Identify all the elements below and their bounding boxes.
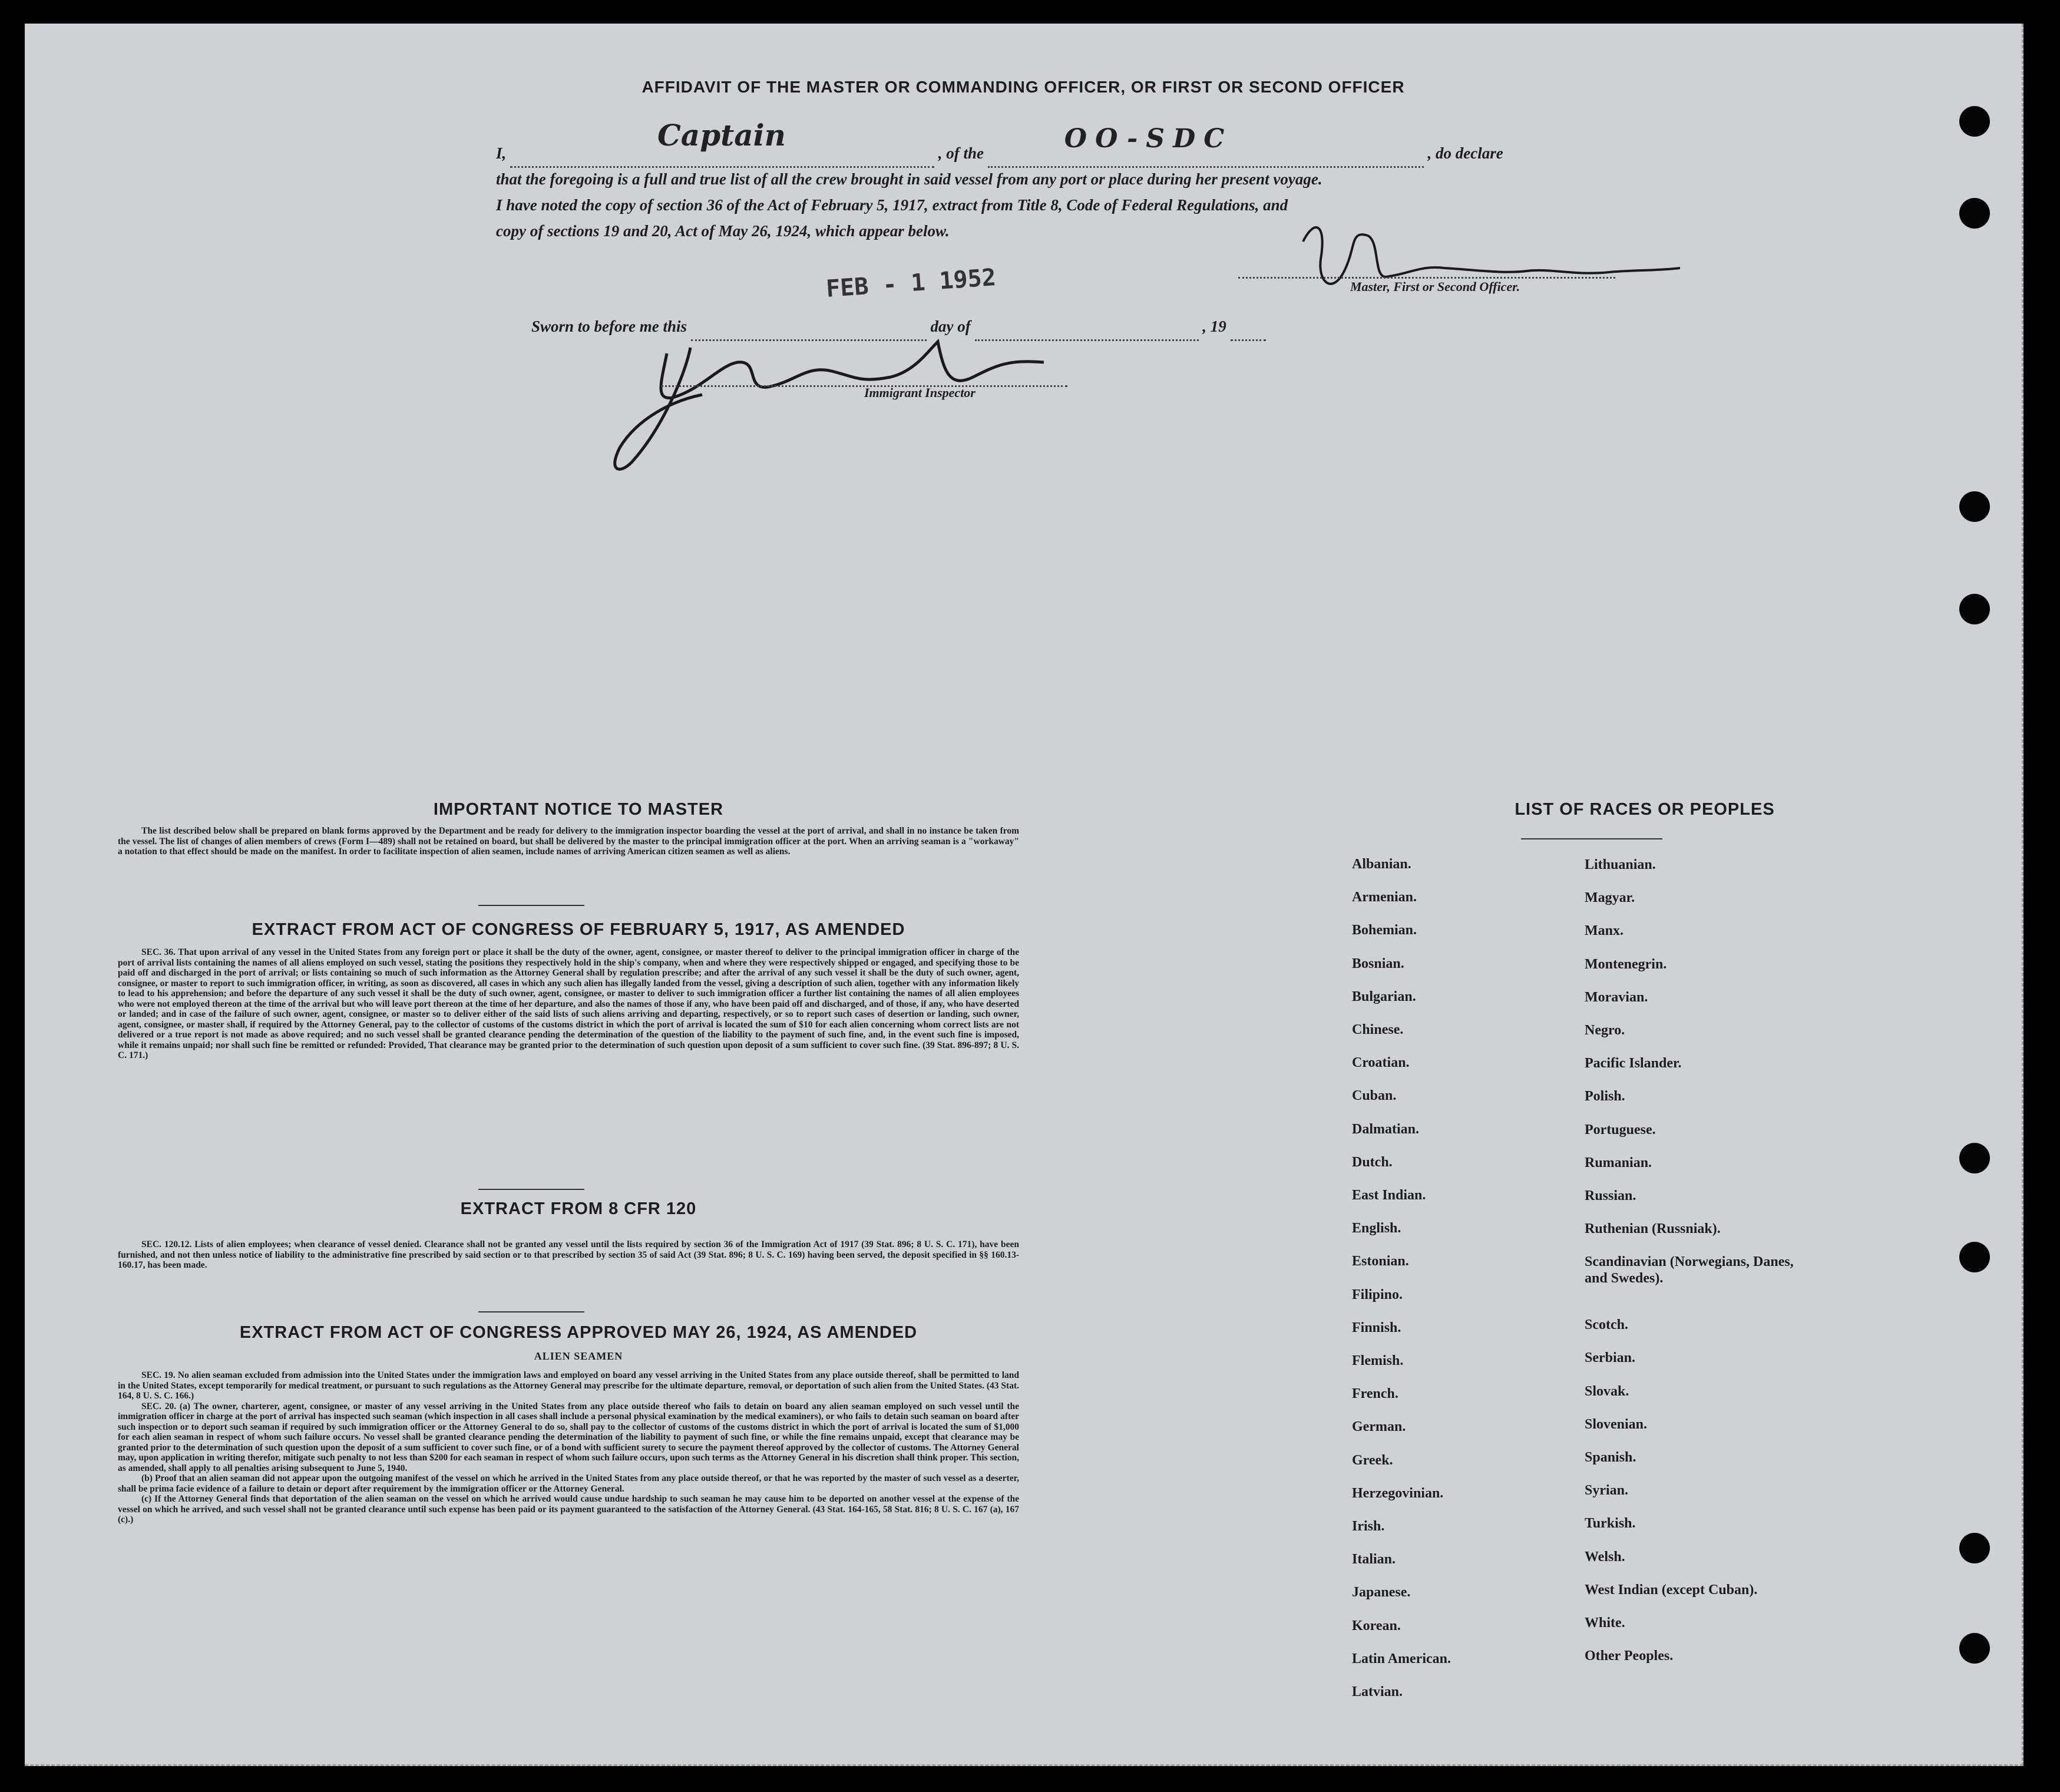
punch-hole [1959, 594, 1990, 624]
race-item: Italian. [1352, 1552, 1396, 1568]
punch-hole [1959, 1242, 1990, 1272]
cfr-body: SEC. 120.12. Lists of alien employees; when clearance of vessel denied. Clearance shall not be granted any vessel until the lists required by section 36 of the Immigration Act of 1917 (39 Stat. 896; 8 U. S. C. 171), have been furnished, and not then unless notice of liability to the administrative fine prescribed by said section or to that prescribed by section 35 of said Act (39 Stat. 896; 8 U. S. C. 169) having been served, the deposit specified in §§ 160.13-160.17, has been made. [118, 1239, 1019, 1270]
race-item: Korean. [1352, 1618, 1401, 1634]
races-title: LIST OF RACES OR PEOPLES [1515, 800, 1775, 819]
handwritten-vessel: OO-SDC [1064, 124, 1233, 154]
extract-1917-body: SEC. 36. That upon arrival of any vessel in the United States from any foreign port or place it shall be the duty of the owner, agent, consignee, or master thereof to deliver to the principal immigration officer in charge of the port of arrival lists containing the names of all aliens employed on such vessel, stating the positions they respectively hold in the ship's company, when and where they were respectively shipped or engaged, and specifying those to be paid off and discharged in the port of arrival; or lists containing so much of such information as the Attorney General shall by regulation prescribe; and after the arrival of any such vessel it shall be the duty of such owner, agent, consignee, or master to report to such immigration officer, in writing, as soon as discovered, all cases in which any such alien has illegally landed from the vessel, giving a description of such alien, together with any information likely to lead to his apprehension; and before the departure of any such vessel it shall be the duty of such owner, agent, consignee, or master to deliver to such immigration officer a further list containing the names of all alien employees who were not employed thereon at the time of the arrival but who will leave port thereon at the time of her departure, and also the names of those if any, who have been paid off and discharged, and of those, if any, who have deserted or landed; and in case of the failure of such owner, agent, consignee, or master so to deliver either of the said lists of such aliens arriving and departing, respectively, or so to report such cases of desertion or landing, such owner, agent, consignee, or master shall, if required by the Attorney General, pay to the collector of customs of the customs district in which the port of arrival is located the sum of $10 for each alien concerning whom correct lists are not delivered or a true report is not made as above required; and no such vessel shall be granted clearance pending the determination of the question of the liability to the payment of such fine, and, in the event such fine is imposed, while it remains unpaid; nor shall such fine be remitted or refunded: Provided, That clearance may be granted prior to the determination of such question upon deposit of a sum sufficient to cover such fine. (39 Stat. 896-897; 8 U. S. C. 171.) [118, 947, 1019, 1060]
document-page [25, 24, 2023, 1766]
race-item: Dutch. [1352, 1154, 1393, 1170]
sworn-prefix: Sworn to before me this [531, 318, 687, 335]
notice-body: The list described below shall be prepared on blank forms approved by the Department and be ready for delivery to the immigration inspector boarding the vessel at the port of arrival, and shall in no instance be taken from the vessel. The list of changes of alien members of crews (Form I—489) shall not be retained on board, but shall be delivered by the master to the principal immigration officer at the port. When an arriving seaman is a "workaway" a notation to that effect should be made on the manifest. In order to facilitate inspection of alien seamen, include names of arriving American citizen seamen as well as aliens. [118, 826, 1019, 857]
race-item: Manx. [1585, 923, 1623, 939]
sec-20c: (c) If the Attorney General finds that deportation of the alien seaman on the vessel on which he arrived would cause undue hardship to such seaman he may cause him to be deported on another vessel at the expense of the vessel on which he arrived, and such vessel shall not be granted clearance until such expense has been paid or its payment guaranteed to the satisfaction of the Attorney General. (43 Stat. 164-165, 58 Stat. 816; 8 U. S. C. 167 (a), 167 (c).) [118, 1494, 1019, 1525]
affidavit-line-3: I have noted the copy of section 36 of the Act of February 5, 1917, extract from Title 8, Code of Federal Regulations, and [496, 196, 1288, 214]
sec-20b: (b) Proof that an alien seaman did not appear upon the outgoing manifest of the vessel on which he arrived in the United States from any place outside thereof, or that he was reported by the master of such vessel as a deserter, shall be prima facie evidence of a failure to detain or deport after requirement by the immigration officer or the Attorney General. [118, 1473, 1019, 1494]
race-item: Serbian. [1585, 1350, 1636, 1366]
date-stamp: FEB - 1 1952 [825, 263, 997, 303]
sec-19: SEC. 19. No alien seaman excluded from admission into the United States under the immigration laws and employed on board any vessel arriving in the United States from any place outside thereof, shall be permitted to land in the United States, except temporarily for medical treatment, or pursuant to such regulations as the Attorney General may prescribe for the ultimate departure, removal, or deportation of such alien from the United States. (43 Stat. 164, 8 U. S. C. 166.) [118, 1370, 1019, 1401]
race-item: Croatian. [1352, 1055, 1410, 1071]
punch-hole [1959, 106, 1990, 137]
extract-1924-body [118, 1370, 1019, 1525]
extract-1917-title: EXTRACT FROM ACT OF CONGRESS OF FEBRUARY 5, 1917, AS AMENDED [252, 920, 905, 939]
race-item: Armenian. [1352, 890, 1417, 905]
race-item: Slovak. [1585, 1383, 1629, 1399]
race-item: Flemish. [1352, 1353, 1404, 1368]
race-item: Welsh. [1585, 1549, 1625, 1565]
name-field [510, 118, 934, 168]
race-item: Japanese. [1352, 1585, 1411, 1601]
race-item: Spanish. [1585, 1449, 1636, 1465]
race-item: Turkish. [1585, 1516, 1636, 1532]
race-item: West Indian (except Cuban). [1585, 1582, 1758, 1598]
affidavit-suffix: , do declare [1427, 144, 1503, 162]
cfr-title: EXTRACT FROM 8 CFR 120 [460, 1199, 697, 1218]
divider [1521, 838, 1662, 839]
race-item: Negro. [1585, 1023, 1625, 1038]
race-item: Russian. [1585, 1188, 1636, 1204]
affidavit-prefix: I, [496, 144, 507, 162]
divider [478, 905, 584, 906]
affidavit-line-2: that the foregoing is a full and true list of all the crew brought in said vessel from any port or place during her present voyage. [496, 170, 1322, 188]
inspector-caption: Immigrant Inspector [864, 385, 976, 400]
punch-hole [1959, 1533, 1990, 1563]
race-item: Chinese. [1352, 1022, 1404, 1037]
punch-hole [1959, 491, 1990, 522]
master-signature [1279, 206, 1680, 312]
race-item: Latvian. [1352, 1684, 1403, 1700]
extract-1924-title: EXTRACT FROM ACT OF CONGRESS APPROVED MAY 26, 1924, AS AMENDED [239, 1323, 918, 1342]
race-item: Dalmatian. [1352, 1121, 1419, 1137]
race-item: Filipino. [1352, 1287, 1403, 1302]
race-item: Moravian. [1585, 989, 1648, 1005]
handwritten-name: Captain [657, 118, 786, 153]
race-item: Scandinavian (Norwegians, Danes, and Swedes). [1585, 1254, 1794, 1287]
vessel-field [988, 124, 1424, 168]
race-item: Albanian. [1352, 857, 1411, 872]
notice-title: IMPORTANT NOTICE TO MASTER [433, 800, 724, 819]
race-item: French. [1352, 1386, 1398, 1402]
sec-20a: SEC. 20. (a) The owner, charterer, agent, consignee, or master of any vessel arriving in the United States from any place outside thereof who fails to detain on board any alien seaman employed on such vessel until the immigration officer in charge at the port of arrival has inspected such seaman (which inspection in all cases shall include a personal physical examination by the medical examiners), or who fails to detain such seaman on board after such inspection or to deport such seaman if required by such immigration officer or the Attorney General to do so, shall pay to the collector of customs of the customs district in which the port of arrival is located the sum of $1,000 for each alien seaman in respect of whom such failure occurs. No vessel shall be granted clearance pending the determination of the liability to payment of such fine, or while the fine remains unpaid, except that clearance may be granted prior to the determination of such question upon the deposit of a sum sufficient to cover such fine, or of a bond with sufficient surety to secure the payment thereof approved by the collector of customs. The Attorney General may, upon application in writing therefor, mitigate such penalty to not less than $200 for each seaman in respect of whom such failure occurs, upon such terms as the Attorney General in his discretion shall think proper. This section, as amended, shall apply to all penalties arising subsequent to June 5, 1940. [118, 1401, 1019, 1473]
race-item: Slovenian. [1585, 1416, 1648, 1432]
race-item: Portuguese. [1585, 1122, 1656, 1138]
race-item: Bulgarian. [1352, 988, 1416, 1004]
race-item: Montenegrin. [1585, 956, 1667, 972]
sworn-year-field [1231, 313, 1266, 341]
race-item: Estonian. [1352, 1254, 1409, 1269]
race-item: Lithuanian. [1585, 857, 1656, 872]
inspector-signature [584, 330, 1115, 483]
race-item: Ruthenian (Russniak). [1585, 1221, 1721, 1237]
punch-hole [1959, 1143, 1990, 1173]
race-item: Irish. [1352, 1519, 1385, 1534]
sworn-year: , 19 [1202, 318, 1226, 335]
race-item: White. [1585, 1615, 1625, 1631]
race-item: Cuban. [1352, 1088, 1397, 1104]
race-item: Other Peoples. [1585, 1648, 1674, 1664]
race-item: Scotch. [1585, 1317, 1628, 1333]
master-caption: Master, First or Second Officer. [1350, 279, 1520, 294]
race-item: Rumanian. [1585, 1155, 1652, 1171]
race-item: East Indian. [1352, 1188, 1426, 1203]
affidavit-line-1 [496, 118, 1645, 168]
sworn-day: day of [930, 318, 971, 335]
race-item: Magyar. [1585, 890, 1635, 906]
race-item: Pacific Islander. [1585, 1056, 1682, 1072]
race-item: Finnish. [1352, 1320, 1401, 1335]
extract-1924-subtitle: ALIEN SEAMEN [534, 1350, 623, 1362]
punch-hole [1959, 198, 1990, 229]
divider [478, 1311, 584, 1312]
affidavit-mid: , of the [938, 144, 984, 162]
race-item: Herzegovinian. [1352, 1485, 1444, 1501]
race-item: Greek. [1352, 1452, 1393, 1468]
punch-hole [1959, 1633, 1990, 1664]
race-item: Syrian. [1585, 1483, 1629, 1499]
affidavit-line-4: copy of sections 19 and 20, Act of May 26, 1924, which appear below. [496, 222, 950, 240]
race-item: Latin American. [1352, 1651, 1451, 1667]
race-item: Polish. [1585, 1089, 1625, 1105]
race-item: Bosnian. [1352, 955, 1404, 971]
race-item: English. [1352, 1221, 1401, 1236]
affidavit-title: AFFIDAVIT OF THE MASTER OR COMMANDING OFFICER, OR FIRST OR SECOND OFFICER [642, 78, 1405, 96]
race-item: Bohemian. [1352, 923, 1417, 938]
race-item: German. [1352, 1419, 1406, 1435]
